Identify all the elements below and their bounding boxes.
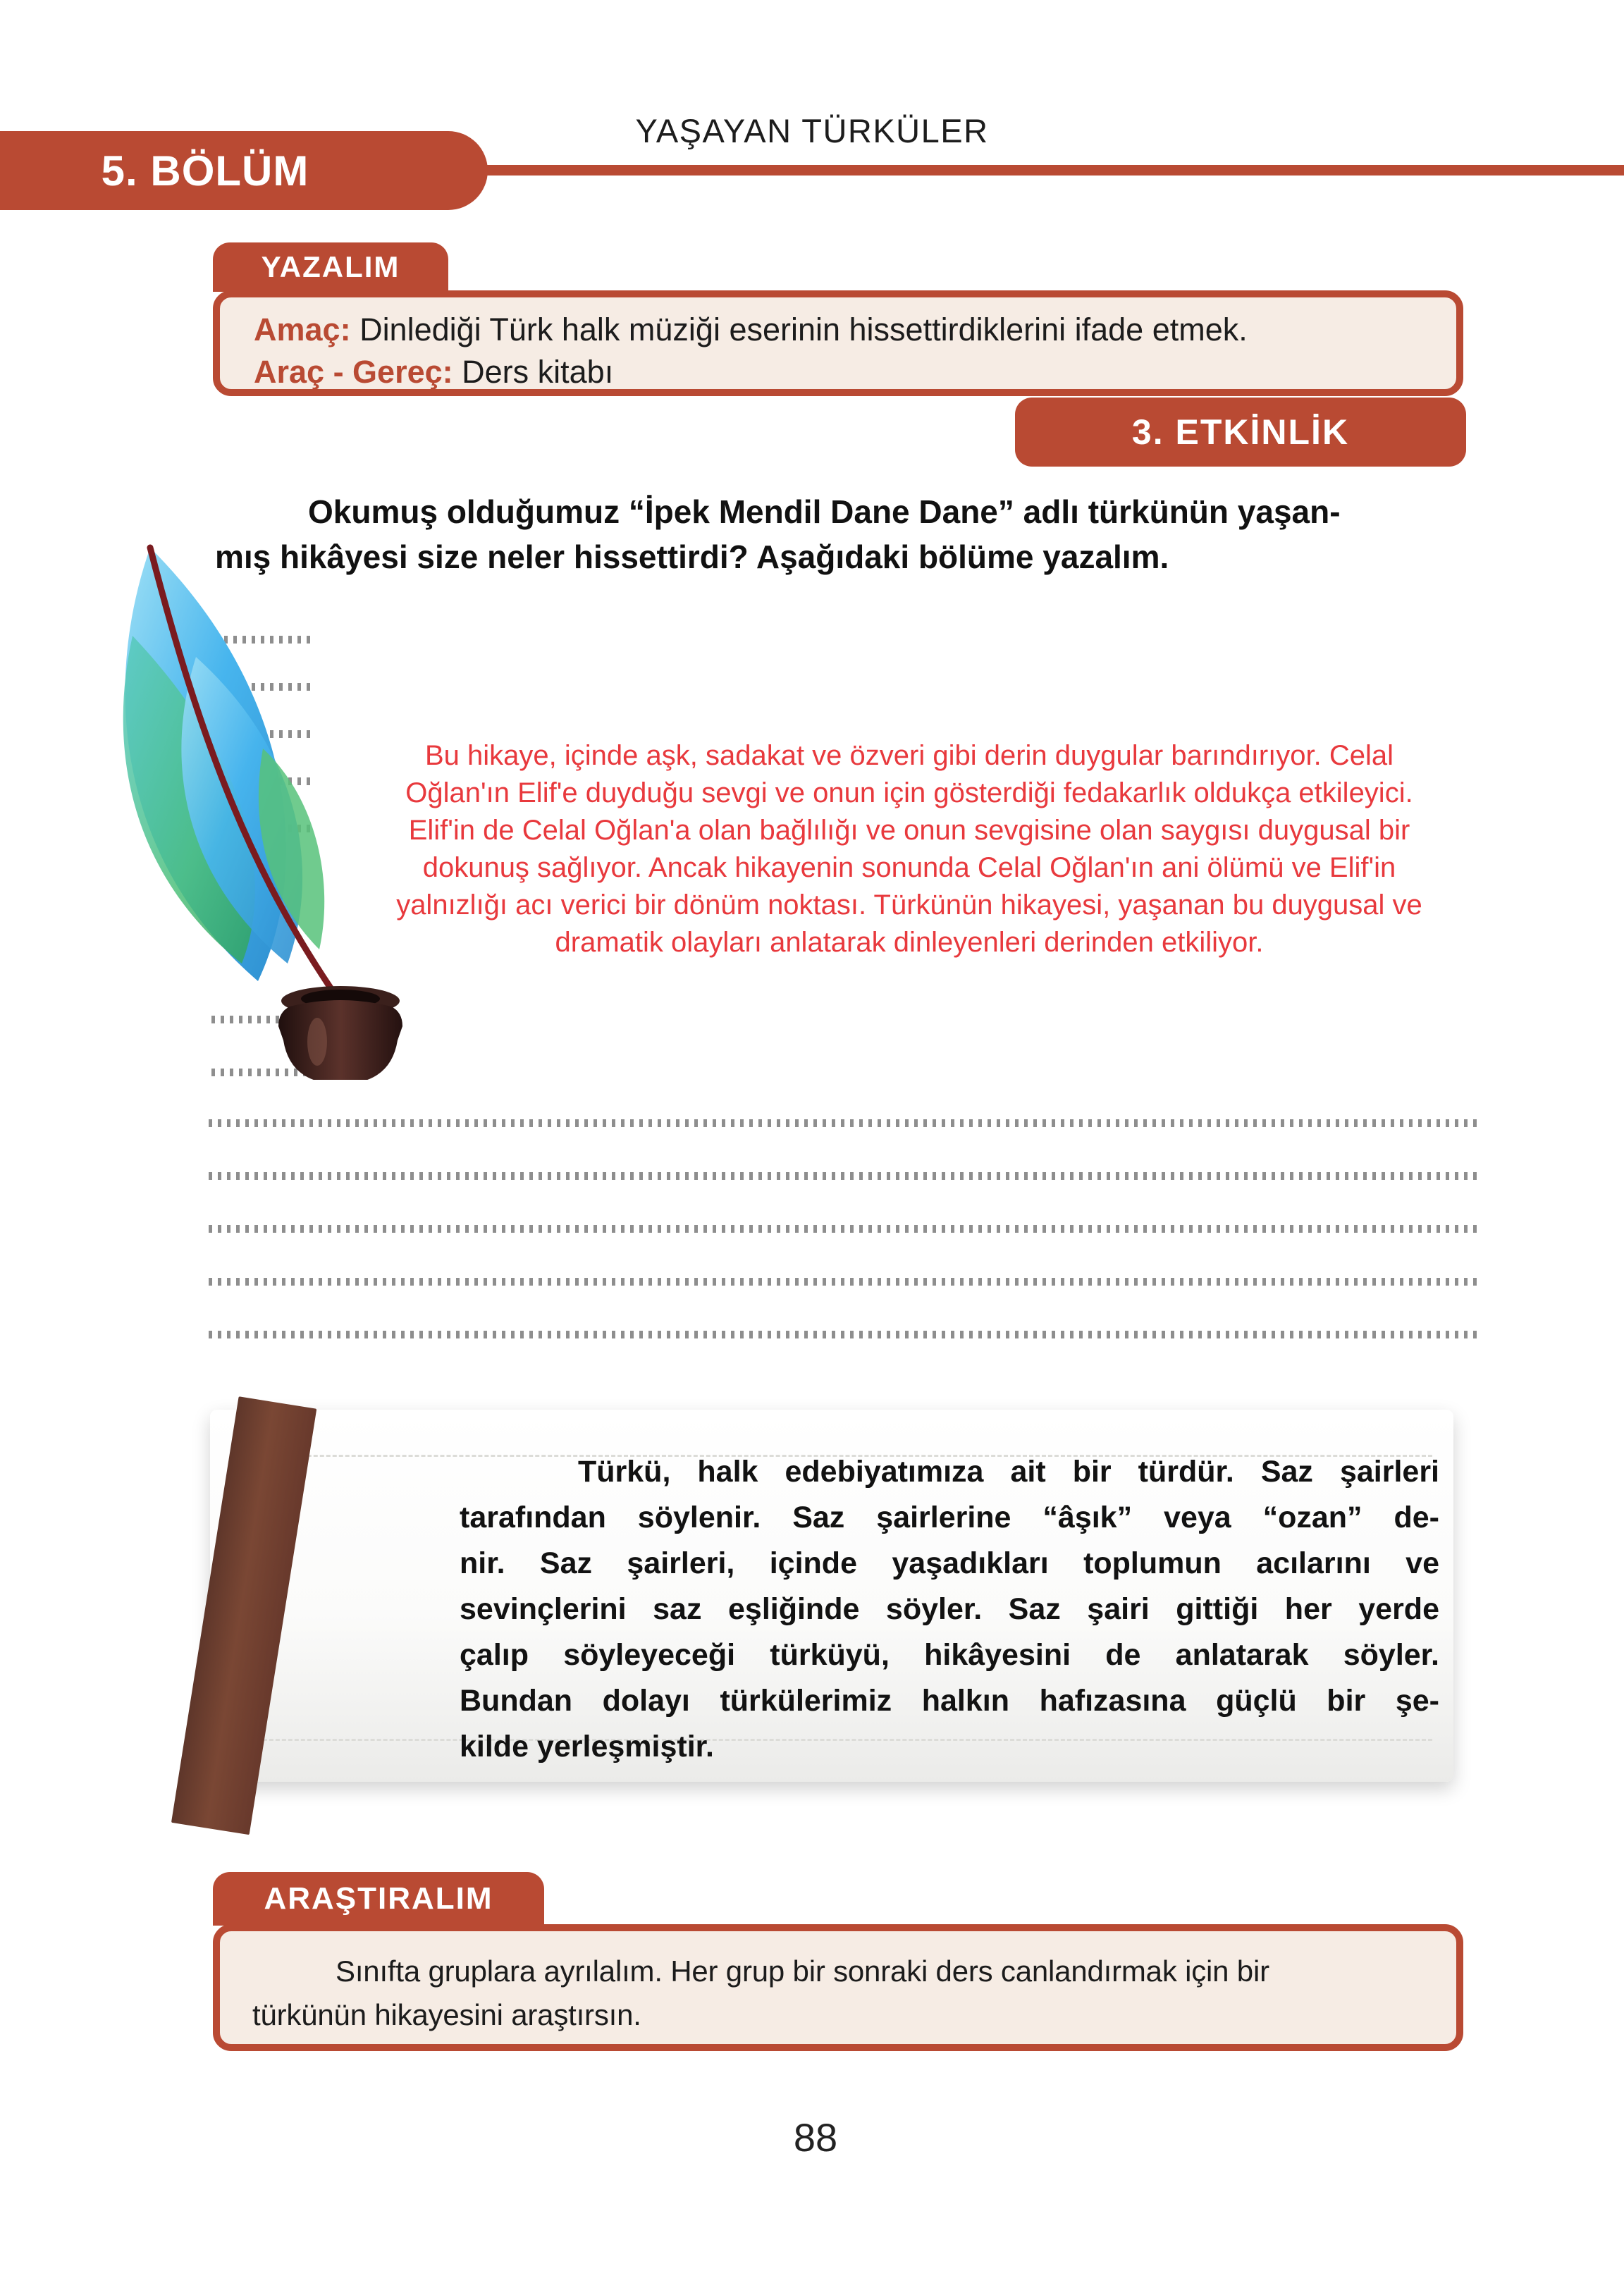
info-line: sevinçlerini saz eşliğinde söyler. Saz şairi gittiği her yerde: [460, 1592, 1439, 1626]
yazalim-box: [213, 290, 1463, 396]
answer-line: dokunuş sağlıyor. Ancak hikayenin sonunda Celal Oğlan'ın ani ölümü ve Elif'in: [422, 852, 1396, 883]
info-line: nir. Saz şairleri, içinde yaşadıkları toplumun acılarını ve: [460, 1546, 1439, 1580]
info-line: kilde yerleşmiştir.: [460, 1730, 714, 1763]
amac-row: [254, 309, 1431, 351]
answer-line: Bu hikaye, içinde aşk, sadakat ve özveri gibi derin duygular barındırıyor. Celal: [424, 740, 1394, 771]
writing-line[interactable]: [209, 1278, 1482, 1286]
page-title: YAŞAYAN TÜRKÜLER: [635, 112, 989, 149]
amac-text: Dinlediği Türk halk müziği eserinin hissettirdiklerini ifade etmek.: [350, 312, 1248, 347]
question-line-1: Okumuş olduğumuz “İpek Mendil Dane Dane” adlı türkünün yaşan-: [308, 493, 1341, 530]
arastiralim-tab: ARAŞTIRALIM: [213, 1872, 544, 1926]
student-answer-text: [310, 737, 1508, 961]
info-panel-text: [460, 1449, 1439, 1770]
yazalim-tab: YAZALIM: [213, 242, 448, 292]
writing-line[interactable]: [209, 1172, 1482, 1180]
answer-line: yalnızlığı acı verici bir dönüm noktası. Türkünün hikayesi, yaşanan bu duygusal ve: [396, 889, 1422, 921]
answer-line: Elif'in de Celal Oğlan'a olan bağlılığı ve onun sevgisine olan saygısı duygusal bir: [408, 815, 1410, 846]
header-rule: [451, 165, 1624, 176]
info-line: çalıp söyleyeceği türküyü, hikâyesini de anlatarak söyler.: [460, 1638, 1439, 1672]
arastiralim-line-2: türkünün hikayesini araştırsın.: [252, 1998, 641, 2031]
amac-label: Amaç:: [254, 312, 351, 347]
answer-line: Oğlan'ın Elif'e duyduğu sevgi ve onun için gösterdiği fedakarlık oldukça etkileyici.: [405, 777, 1413, 808]
info-line: Bundan dolayı türkülerimiz halkın hafızasına güçlü bir şe-: [460, 1684, 1439, 1718]
arac-gerec-row: [254, 351, 1431, 393]
chapter-banner: 5. BÖLÜM: [0, 131, 488, 210]
writing-line[interactable]: [209, 1225, 1482, 1233]
arac-gerec-label: Araç - Gereç:: [254, 354, 453, 390]
info-line: tarafından söylenir. Saz şairlerine “âşık” veya “ozan” de-: [460, 1501, 1439, 1534]
writing-line[interactable]: [209, 1119, 1482, 1127]
info-line: Türkü, halk edebiyatımıza ait bir türdür. Saz şairleri: [578, 1455, 1439, 1489]
arastiralim-box: [213, 1924, 1463, 2051]
arac-gerec-text: Ders kitabı: [453, 354, 614, 390]
answer-line: dramatik olayları anlatarak dinleyenleri derinden etkiliyor.: [555, 927, 1264, 958]
question-line-2: mış hikâyesi size neler hissettirdi? Aşağıdaki bölüme yazalım.: [215, 538, 1169, 575]
etkinlik-badge: 3. ETKİNLİK: [1015, 398, 1466, 467]
page-number: 88: [793, 2115, 838, 2160]
writing-line[interactable]: [209, 1331, 1482, 1338]
arastiralim-line-1: Sınıfta gruplara ayrılalım. Her grup bir sonraki ders canlandırmak için bir: [336, 1954, 1269, 1988]
